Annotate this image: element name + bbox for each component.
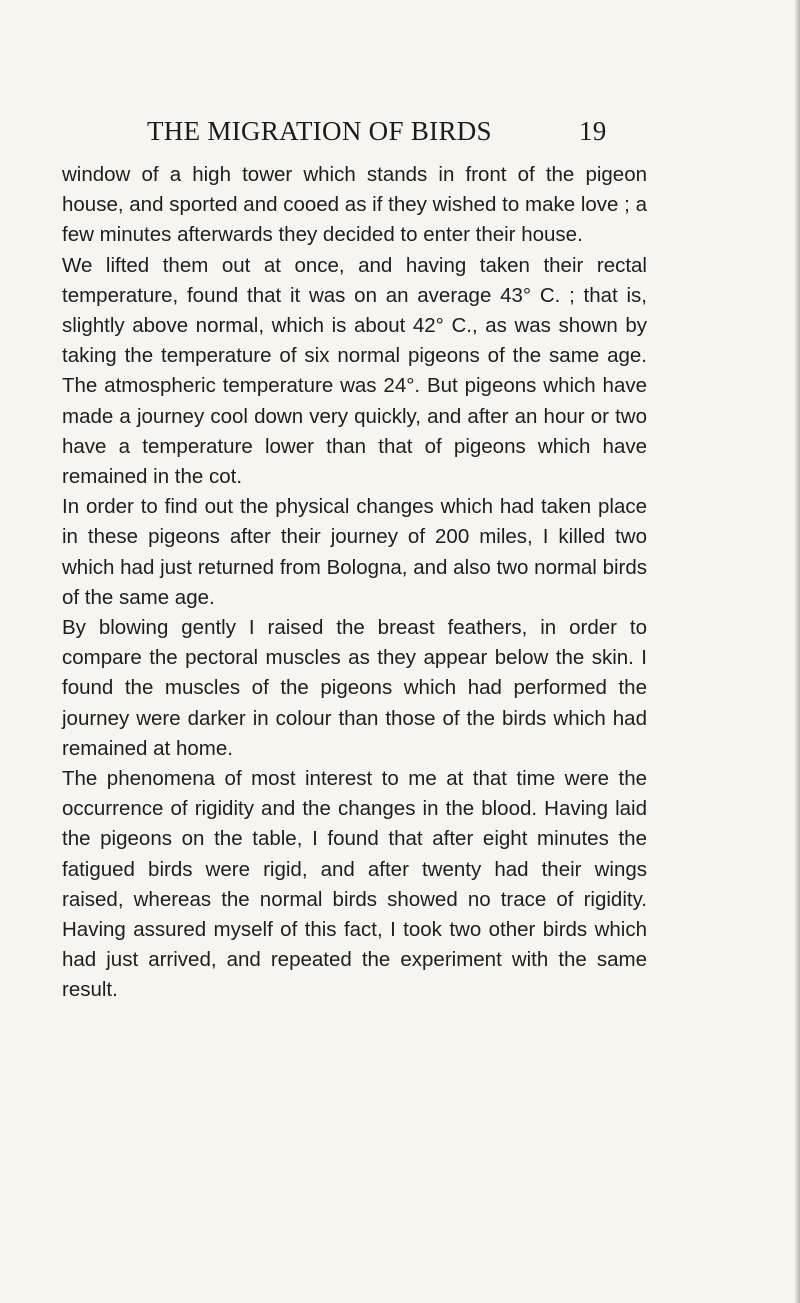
paragraph: We lifted them out at once, and having taken their rectal temperature, found that it was on an average 43° C. ; that is, slightly above normal, which is about 42° C., as was shown by taking the temperature of six normal pigeons of the same age. The atmospheric temperature was 24°. But pigeons which have made a journey cool down very quickly, and after an hour or two have a temperature lower than that of pigeons which have remained in the cot. — [62, 253, 647, 489]
paragraph: window of a high tower which stands in front of the pigeon house, and sported and cooed as if they wished to make love ; a few minutes afterwards they decided to enter their house. — [62, 163, 647, 247]
paragraph: The phenomena of most interest to me at that time were the occurrence of rigidity and the changes in the blood. Having laid the pigeons on the table, I found that after eight minutes the fatigued birds were rigid, and after twenty had their wings raised, whereas the normal birds showed no trace of rigidity. Having assured myself of this fact, I took two other birds which had just arrived, and repeated the experiment with the same result. — [62, 767, 647, 1002]
running-head — [147, 116, 647, 150]
paragraph: By blowing gently I raised the breast feathers, in order to compare the pectoral muscles as they appear below the skin. I found the muscles of the pigeons which had performed the journey were darker in colour than those of the birds which had remained at home. — [62, 616, 647, 760]
running-title: THE MIGRATION OF BIRDS — [147, 116, 492, 146]
page-edge-shadow — [794, 0, 800, 1303]
body-text — [62, 160, 647, 1006]
paragraph: In order to find out the physical changes which had taken place in these pigeons after their journey of 200 miles, I killed two which had just returned from Bologna, and also two normal birds of the same age. — [62, 495, 647, 609]
page-number: 19 — [579, 116, 607, 146]
